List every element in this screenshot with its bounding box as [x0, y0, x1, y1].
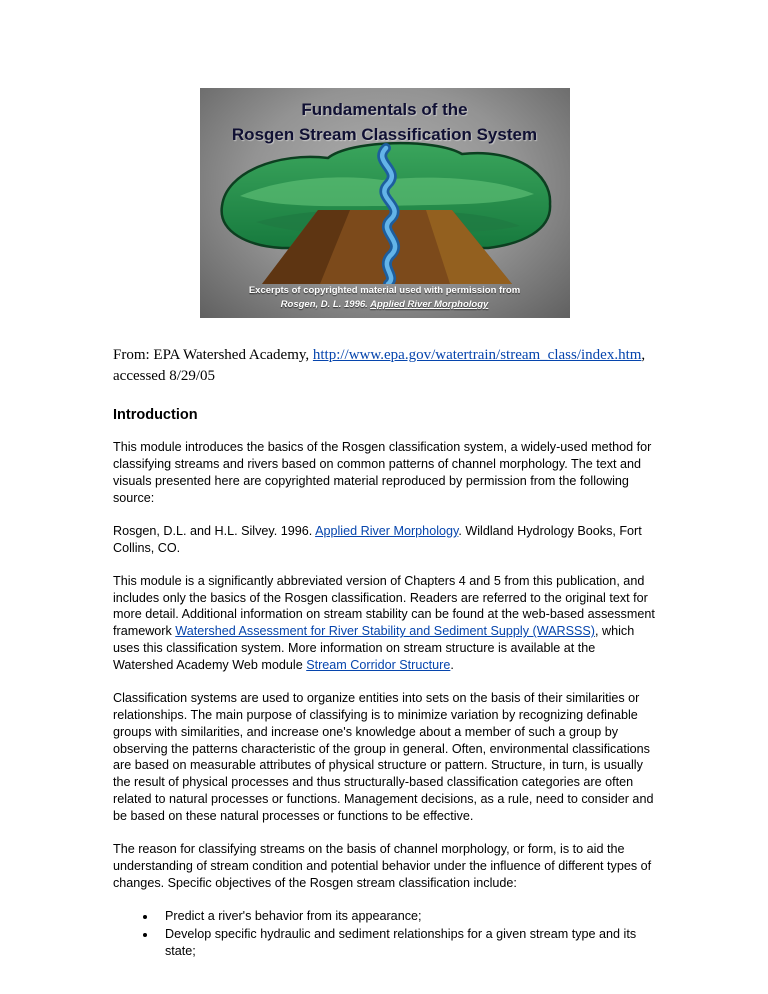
citation-prefix: Rosgen, D.L. and H.L. Silvey. 1996.: [113, 523, 316, 538]
objective-1-text: Predict a river's behavior from its appearance;: [165, 908, 422, 923]
citation-suffix: . Wildland Hydrology Books, Fort Collins, CO.: [113, 523, 642, 555]
banner-caption-book-title: Applied River Morphology: [370, 299, 489, 311]
epa-url-link[interactable]: http://www.epa.gov/watertrain/stream_class/index.htm: [312, 347, 642, 363]
banner-image: [200, 88, 570, 318]
banner-title-line2: Rosgen Stream Classification System: [231, 124, 538, 144]
banner-caption-line1: Excerpts of copyrighted material used with permission from: [248, 284, 521, 296]
source-line-2: accessed 8/29/05: [113, 367, 216, 384]
paragraph-2-text-3: .: [450, 658, 454, 672]
stream-corridor-structure-link[interactable]: Stream Corridor Structure: [306, 658, 451, 672]
stream-valley-illustration: [200, 134, 570, 284]
warsss-link[interactable]: Watershed Assessment for River Stability and Sediment Supply (WARSSS): [175, 624, 596, 639]
paragraph-4: The reason for classifying streams on the basis of channel morphology, or form, is to aid the understanding of stream condition and potential behavior under the influence of different types of changes. Specific objectives of the Rosgen stream classification include:: [113, 841, 652, 890]
paragraph-2: [113, 573, 656, 674]
intro-heading: Introduction: [113, 407, 198, 424]
banner-caption: [200, 284, 570, 313]
list-item: [157, 926, 656, 960]
objective-2-text: Develop specific hydraulic and sediment relationships for a given stream type and its state;: [165, 927, 637, 959]
source-suffix: ,: [641, 347, 646, 363]
paragraph-3: Classification systems are used to organize entities into sets on the basis of their similarities or relationships. The main purpose of classifying is to minimize variation by recognizing definable groups with similarities, and increase one's knowledge about a member of such a group by observing the patterns characteristic of the group in general. Often, environmental classifications are based on measurable attributes of physical structure or pattern. Structure, in turn, is usually the result of physical processes and thus structurally-based classification categories are often related to natural processes or functions. Management decisions, as a rule, need to consider and be based on these natural processes or functions to be effective.: [113, 690, 654, 823]
paragraph-1: This module introduces the basics of the Rosgen classification system, a widely-used method for classifying streams and rivers based on common patterns of channel morphology. The text and visuals presented here are copyrighted material reproduced by permission from the following source:: [113, 440, 652, 505]
applied-river-morphology-link[interactable]: Applied River Morphology: [315, 523, 459, 538]
citation-paragraph: [113, 523, 656, 557]
banner-caption-citation: Rosgen, D. L. 1996.: [280, 299, 371, 311]
objectives-list: [113, 908, 656, 961]
paragraph-2-text-1: This module is a significantly abbreviated version of Chapters 4 and 5 from this publication, and includes only the basics of the Rosgen classification. Readers are referred to the original text for more detail. Additional information on stream stability can be found at the web-based assessment framework: [113, 573, 655, 639]
paragraph-2-text-2: , which uses this classification system. More information on stream structure is available at the Watershed Academy Web module: [113, 624, 635, 672]
source-prefix: From: EPA Watershed Academy,: [113, 347, 313, 363]
banner-caption-line2: [200, 298, 570, 313]
list-item: [157, 908, 656, 925]
source-attribution: [113, 345, 656, 386]
banner-title-line1: Fundamentals of the: [301, 100, 468, 119]
source-line-1: [113, 345, 656, 366]
